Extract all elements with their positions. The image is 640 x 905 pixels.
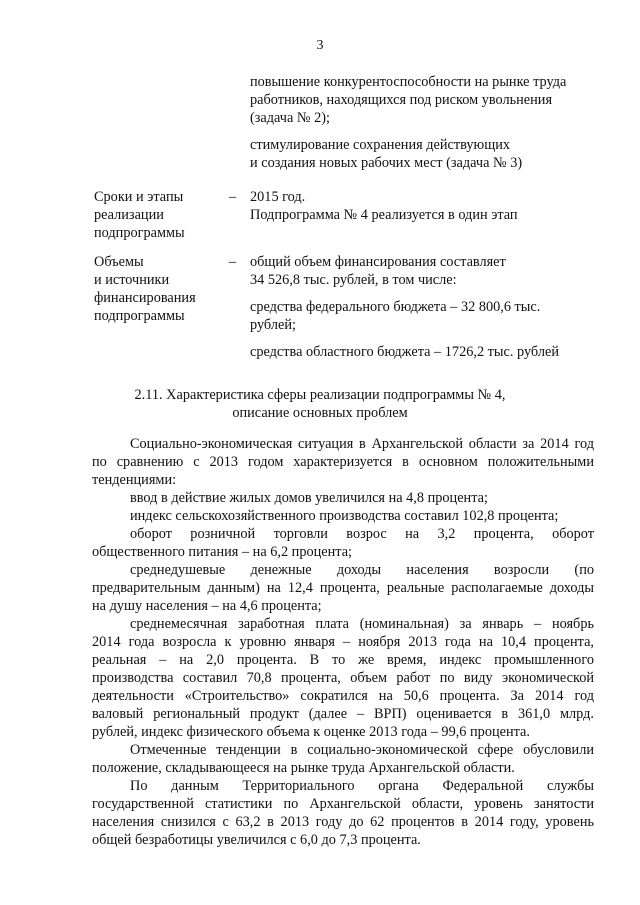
funding-federal bbox=[250, 298, 590, 334]
text-line: 2014 года возросла к уровню января – ноября 2013 года на 10,4 процента, bbox=[92, 634, 594, 650]
text-line: подпрограммы bbox=[94, 308, 185, 324]
task-item-2 bbox=[250, 73, 590, 127]
terms-value bbox=[250, 188, 590, 224]
text-line: по сравнению с 2013 годом характеризуется в основном положительными bbox=[92, 454, 594, 470]
text-line: Социально-экономическая ситуация в Архангельской области за 2014 год bbox=[130, 436, 594, 452]
text-line: повышение конкурентоспособности на рынке труда bbox=[250, 74, 567, 90]
text-line: общественного питания – на 6,2 процента; bbox=[92, 544, 353, 560]
text-line: населения снизился с 63,2 в 2013 году до 62 процентов в 2014 году, уровень bbox=[92, 814, 594, 830]
text-line: производства составил 70,8 процента, объем работ по виду экономической bbox=[92, 670, 594, 686]
text-line: Отмеченные тенденции в социально-экономической сфере обусловили bbox=[130, 742, 594, 758]
funding-regional bbox=[250, 343, 590, 361]
text-line: и источники bbox=[94, 272, 170, 288]
task-item-3 bbox=[250, 136, 590, 172]
text-line: индекс сельскохозяйственного производства составил 102,8 процента; bbox=[130, 508, 559, 524]
text-line: на душу населения – на 4,6 процента; bbox=[92, 598, 322, 614]
paragraph-4 bbox=[92, 525, 594, 561]
text-line: оборот розничной торговли возрос на 3,2 процента, оборот bbox=[130, 526, 594, 542]
text-line: (задача № 2); bbox=[250, 110, 331, 126]
heading-line: описание основных проблем bbox=[232, 405, 408, 421]
terms-dash: – bbox=[229, 189, 237, 205]
paragraph-8 bbox=[92, 777, 594, 849]
text-line: валовый региональный продукт (далее – ВРП) оценивается в 361,0 млрд. bbox=[92, 706, 594, 722]
paragraph-5 bbox=[92, 561, 594, 615]
heading-line: 2.11. Характеристика сферы реализации подпрограммы № 4, bbox=[134, 387, 506, 403]
paragraph-3 bbox=[92, 507, 594, 525]
text-line: средства областного бюджета – 1726,2 тыс. рублей bbox=[250, 344, 559, 360]
text-line: Объемы bbox=[94, 254, 144, 270]
text-line: ввод в действие жилых домов увеличился на 4,8 процента; bbox=[130, 490, 488, 506]
text-line: рублей, индекс физического объема к оценке 2013 года – 99,6 процента. bbox=[92, 724, 530, 740]
text-line: Подпрограмма № 4 реализуется в один этап bbox=[250, 207, 518, 223]
text-line: реализации bbox=[94, 207, 164, 223]
text-line: общей безработицы увеличился с 6,0 до 7,3 процента. bbox=[92, 832, 421, 848]
text-line: государственной статистики по Архангельской области, уровень занятости bbox=[92, 796, 594, 812]
text-line: и создания новых рабочих мест (задача № 3) bbox=[250, 155, 523, 171]
text-line: деятельности «Строительство» сократился на 50,6 процента. За 2014 год bbox=[92, 688, 594, 704]
paragraph-1 bbox=[92, 435, 594, 489]
text-line: общий объем финансирования составляет bbox=[250, 254, 506, 270]
text-line: 34 526,8 тыс. рублей, в том числе: bbox=[250, 272, 457, 288]
paragraph-6 bbox=[92, 615, 594, 741]
text-line: 2015 год. bbox=[250, 189, 306, 205]
funding-dash: – bbox=[229, 254, 237, 270]
text-line: Сроки и этапы bbox=[94, 189, 184, 205]
text-line: среднедушевые денежные доходы населения возросли (по bbox=[130, 562, 594, 578]
text-line: подпрограммы bbox=[94, 225, 185, 241]
text-line: положение, складывающееся на рынке труда Архангельской области. bbox=[92, 760, 515, 776]
text-line: рублей; bbox=[250, 317, 296, 333]
text-line: стимулирование сохранения действующих bbox=[250, 137, 511, 153]
text-line: среднемесячная заработная плата (номинальная) за январь – ноябрь bbox=[130, 616, 594, 632]
paragraph-2 bbox=[92, 489, 594, 507]
funding-label bbox=[94, 253, 224, 325]
terms-label bbox=[94, 188, 224, 242]
text-line: По данным Территориального органа Федеральной службы bbox=[130, 778, 594, 794]
page-number: 3 bbox=[316, 38, 324, 53]
text-line: средства федерального бюджета – 32 800,6 тыс. bbox=[250, 299, 541, 315]
text-line: тенденциями: bbox=[92, 472, 177, 488]
text-line: предварительным данным) на 12,4 процента, реальные располагаемые доходы bbox=[92, 580, 594, 596]
text-line: работников, находящихся под риском увольнения bbox=[250, 92, 553, 108]
text-line: реальная – на 2,0 процента. В то же время, индекс промышленного bbox=[92, 652, 594, 668]
paragraph-7 bbox=[92, 741, 594, 777]
funding-total bbox=[250, 253, 590, 289]
section-heading bbox=[90, 386, 550, 422]
text-line: финансирования bbox=[94, 290, 196, 306]
